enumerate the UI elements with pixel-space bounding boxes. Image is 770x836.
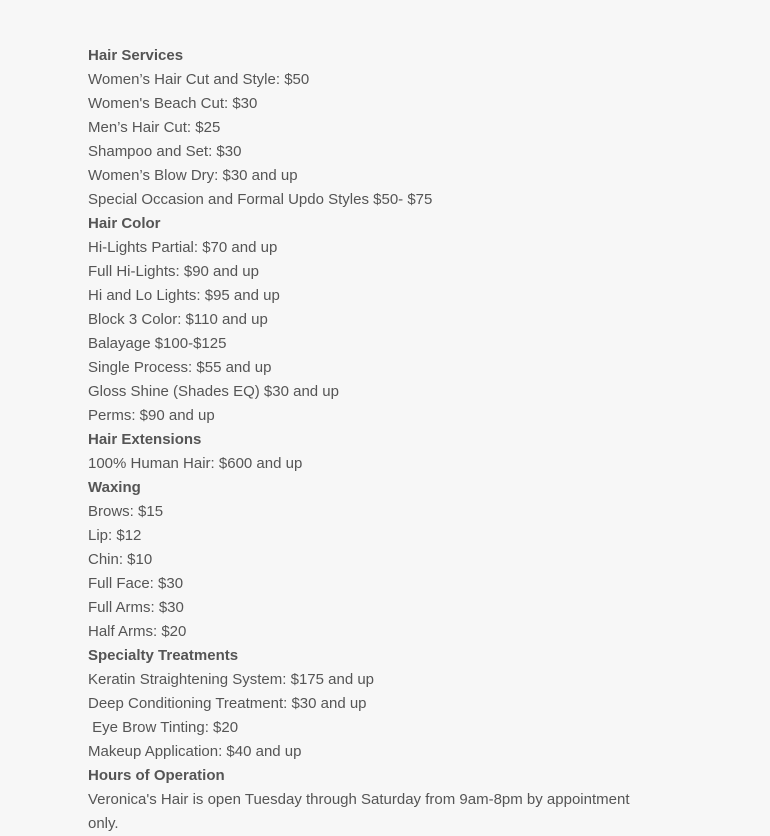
- section-heading: Hours of Operation: [88, 767, 225, 784]
- service-item: Block 3 Color: $110 and up: [88, 311, 268, 328]
- service-item: Deep Conditioning Treatment: $30 and up: [88, 695, 367, 712]
- service-item: Chin: $10: [88, 551, 153, 568]
- hours-text: Veronica's Hair is open Tuesday through Saturday from 9am-8pm by appointment only.: [88, 791, 634, 832]
- service-item: Half Arms: $20: [88, 623, 187, 640]
- service-item: Hi and Lo Lights: $95 and up: [88, 287, 280, 304]
- service-item: Keratin Straightening System: $175 and up: [88, 671, 375, 688]
- section-specialty-treatments: [88, 644, 658, 764]
- service-item: 100% Human Hair: $600 and up: [88, 455, 303, 472]
- section-heading: Hair Extensions: [88, 431, 202, 448]
- section-waxing: [88, 476, 658, 644]
- service-item: Gloss Shine (Shades EQ) $30 and up: [88, 383, 339, 400]
- service-item: Shampoo and Set: $30: [88, 143, 242, 160]
- section-hair-extensions: [88, 428, 658, 476]
- service-item: Makeup Application: $40 and up: [88, 743, 302, 760]
- service-item: Women’s Blow Dry: $30 and up: [88, 167, 298, 184]
- section-hours-of-operation: [88, 764, 658, 836]
- service-item: Lip: $12: [88, 527, 142, 544]
- section-heading: Waxing: [88, 479, 141, 496]
- price-list: [88, 44, 658, 836]
- service-item: Balayage $100-$125: [88, 335, 227, 352]
- service-item: Full Face: $30: [88, 575, 184, 592]
- service-item: Brows: $15: [88, 503, 164, 520]
- service-item: Hi-Lights Partial: $70 and up: [88, 239, 278, 256]
- section-hair-services: [88, 44, 658, 212]
- service-item: Women’s Hair Cut and Style: $50: [88, 71, 310, 88]
- section-heading: Specialty Treatments: [88, 647, 239, 664]
- service-item: Full Hi-Lights: $90 and up: [88, 263, 259, 280]
- service-item: Men’s Hair Cut: $25: [88, 119, 221, 136]
- section-hair-color: [88, 212, 658, 428]
- section-heading: Hair Services: [88, 47, 184, 64]
- service-item: Eye Brow Tinting: $20: [88, 719, 239, 736]
- service-item: Single Process: $55 and up: [88, 359, 272, 376]
- service-item: Perms: $90 and up: [88, 407, 215, 424]
- section-heading: Hair Color: [88, 215, 161, 232]
- service-item: Full Arms: $30: [88, 599, 184, 616]
- service-item: Women's Beach Cut: $30: [88, 95, 258, 112]
- service-item: Special Occasion and Formal Updo Styles $50- $75: [88, 191, 433, 208]
